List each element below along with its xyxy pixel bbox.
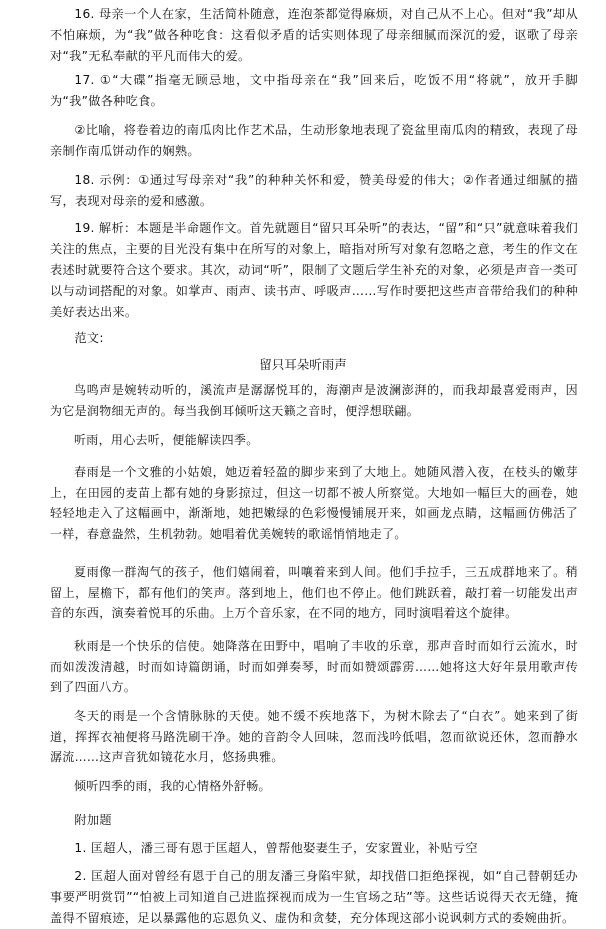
essay-title: 留只耳朵听雨声: [259, 357, 347, 372]
extra-label: 附加题: [74, 813, 112, 827]
extra-answer-1: 1. 匡超人，潘三哥有恩于匡超人，曾帮他娶妻生子，安家置业，补贴亏空: [74, 841, 478, 855]
answer-19: 19. 解析：本题是半命题作文。首先就题目“留只耳朵听”的表达，“留”和“只”就意味着我们关注的焦点，主要的目光没有集中在所写的对象上，暗指对所写对象有忽略之意，考生的作文在表述时就要符合这个要求。其次，动词“听”，限制了文题后学生补充的对象，必须是声音一类可以与动词搭配的对象。如掌声、雨声、读书声、呼吸声……写作时要把这些声音带给我们的种种美好表达出来。: [50, 221, 578, 319]
answer-17-2: ②比喻，将卷着边的南瓜肉比作艺术品，生动形象地表现了瓷盆里南瓜肉的精致，表现了母亲制作南瓜饼动作的娴熟。: [50, 123, 578, 158]
essay-paragraph: 秋雨是一个快乐的信使。她降落在田野中，唱响了丰收的乐章，那声音时而如行云流水，时而如泼泼清越，时而如诗篇朗诵，时而如弹奏琴，时而如赞颂霹雳……她将这大好年景用歌声传到了四面八方。: [50, 639, 578, 694]
essay-paragraph: 冬天的雨是一个含情脉脉的天使。她不缓不疾地落下，为树木除去了“白衣”。她来到了街道，挥挥衣袖便将马路洗刷干净。她的音韵令人回味，忽而浅吟低唱，忽而欲说还休，忽而静水潺流……这声音犹如镜花水月，悠扬典雅。: [50, 709, 578, 764]
extra-answer-2: 2. 匡超人面对曾经有恩于自己的朋友潘三身陷牢狱，却找借口拒绝探视，如“自己替朝廷办事要严明赏罚”“怕被上司知道自己进监探视而成为一生官场之玷”等。这些话说得天衣无缝，掩盖得不留痕迹，足以暴露他的忘恩负义、虚伪和贪婪，充分体现这部小说讽刺方式的委婉曲折。: [50, 869, 578, 925]
essay-label: 范文:: [74, 331, 104, 345]
essay-paragraph: 听雨，用心去听，便能解读四季。: [74, 433, 259, 447]
essay-paragraph: 鸟鸣声是婉转动听的，溪流声是潺潺悦耳的，海潮声是波澜澎湃的，而我却最喜爱雨声，因为它是润物细无声的。每当我倒耳倾听这天籁之音时，便浮想联翩。: [50, 383, 578, 418]
answer-16: 16. 母亲一个人在家，生活简朴随意，连泡茶都觉得麻烦，对自己从不上心。但对“我”却从不怕麻烦，为“我”做各种吃食：这看似矛盾的话实则体现了母亲细腻而深沉的爱，讴歌了母亲对“我”无私奉献的平凡而伟大的爱。: [50, 7, 578, 63]
answer-18: 18. 示例：①通过写母亲对“我”的种种关怀和爱，赞美母爱的伟大；②作者通过细腻的描写，表现对母亲的爱和感激。: [50, 173, 578, 208]
answer-17-1: 17. ①“大碟”指毫无顾忌地，文中指母亲在“我”回来后，吃饭不用“将就”，放开手脚为“我”做各种吃食。: [50, 73, 578, 108]
essay-paragraph: 春雨是一个文雅的小姑娘，她迈着轻盈的脚步来到了大地上。她随风潜入夜，在枝头的嫩芽上，在田园的麦苗上都有她的身影掠过，但这一切都不被人所察觉。大地如一幅巨大的画卷，她轻轻地走入了这幅画中，渐渐地，她把嫩绿的色彩慢慢铺展开来，如画龙点睛，这幅画仿佛活了一样，春意盎然，生机勃勃。她唱着优美婉转的歌谣悄悄地走了。: [50, 465, 578, 541]
essay-paragraph: 倾听四季的雨，我的心情格外舒畅。: [74, 779, 271, 793]
essay-paragraph: 夏雨像一群淘气的孩子，他们嬉闹着，叫嚷着来到人间。他们手拉手，三五成群地来了。稍留上，屋檐下，都有他们的笑声。落到地上，他们也不停止。他们跳跃着，敲打着一切能发出声音的东西，演奏着悦耳的乐曲。上万个音乐家，在不同的地方，同时演唱着这个旋律。: [50, 565, 578, 620]
